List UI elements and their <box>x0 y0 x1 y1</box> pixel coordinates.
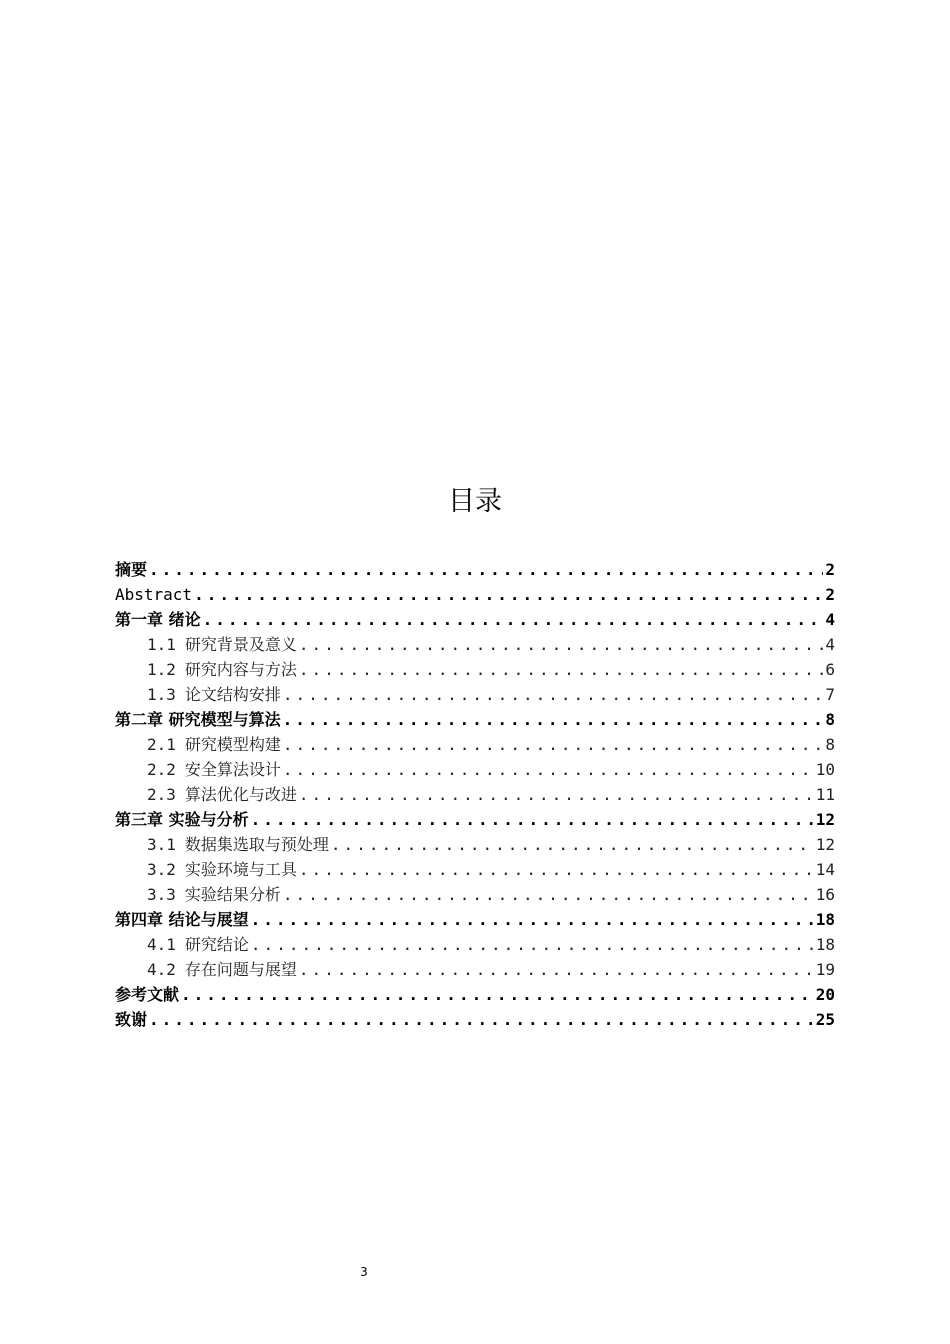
toc-entry-label: 实验环境与工具 <box>184 860 297 879</box>
toc-leader-dots <box>299 957 814 982</box>
toc-entry-page: 12 <box>815 835 835 854</box>
toc-entry-page: 8 <box>825 710 835 729</box>
toc-leader-dots <box>283 682 823 707</box>
toc-leader-dots <box>283 732 823 757</box>
toc-entry-number: 1.2 <box>147 660 176 679</box>
toc-entry-number: 3.2 <box>147 860 176 879</box>
toc-entry-page: 6 <box>825 660 835 679</box>
toc-entry-section-4-2[interactable] <box>115 957 835 982</box>
toc-entry-page: 25 <box>815 1010 835 1029</box>
toc-entry-label: Abstract <box>115 585 193 604</box>
toc-entry-label: 第二章 研究模型与算法 <box>115 710 281 729</box>
toc-entry-page: 4 <box>825 635 835 654</box>
toc-entry-page: 2 <box>825 560 835 579</box>
toc-entry-number: 4.2 <box>147 960 176 979</box>
toc-entry-label: 实验结果分析 <box>184 885 281 904</box>
toc-leader-dots <box>203 607 824 632</box>
toc-entry-page: 11 <box>815 785 835 804</box>
toc-leader-dots <box>299 657 823 682</box>
toc-entry-label: 摘要 <box>115 560 148 579</box>
toc-list <box>115 557 835 1032</box>
toc-entry-acknowledgements[interactable] <box>115 1007 835 1032</box>
toc-entry-label: 研究模型构建 <box>184 735 281 754</box>
toc-entry-number: 2.1 <box>147 735 176 754</box>
toc-entry-abstract-cn[interactable] <box>115 557 835 582</box>
toc-entry-chapter-2[interactable] <box>115 707 835 732</box>
toc-entry-number: 1.1 <box>147 635 176 654</box>
toc-entry-section-1-2[interactable] <box>115 657 835 682</box>
toc-entry-page: 16 <box>815 885 835 904</box>
toc-entry-label: 第一章 绪论 <box>115 610 201 629</box>
page-number: 3 <box>360 1265 368 1279</box>
toc-entry-number: 4.1 <box>147 935 176 954</box>
toc-entry-section-1-1[interactable] <box>115 632 835 657</box>
toc-entry-number: 3.3 <box>147 885 176 904</box>
toc-entry-label: 参考文献 <box>115 985 180 1004</box>
toc-entry-page: 4 <box>825 610 835 629</box>
toc-entry-section-1-3[interactable] <box>115 682 835 707</box>
toc-entry-section-2-1[interactable] <box>115 732 835 757</box>
toc-leader-dots <box>283 707 824 732</box>
toc-entry-label: 数据集选取与预处理 <box>184 835 329 854</box>
toc-entry-page: 12 <box>815 810 835 829</box>
toc-entry-page: 20 <box>815 985 835 1004</box>
toc-entry-section-3-2[interactable] <box>115 857 835 882</box>
toc-entry-section-3-3[interactable] <box>115 882 835 907</box>
toc-leader-dots <box>181 982 814 1007</box>
toc-entry-number: 2.2 <box>147 760 176 779</box>
toc-entry-references[interactable] <box>115 982 835 1007</box>
toc-leader-dots <box>331 832 814 857</box>
toc-entry-page: 14 <box>815 860 835 879</box>
toc-leader-dots <box>299 857 814 882</box>
toc-entry-label: 安全算法设计 <box>184 760 281 779</box>
toc-leader-dots <box>149 1007 814 1032</box>
toc-entry-number: 2.3 <box>147 785 176 804</box>
toc-leader-dots <box>299 632 823 657</box>
toc-entry-page: 19 <box>815 960 835 979</box>
toc-leader-dots <box>251 932 814 957</box>
toc-entry-abstract-en[interactable] <box>115 582 835 607</box>
toc-leader-dots <box>251 907 814 932</box>
toc-entry-label: 算法优化与改进 <box>184 785 297 804</box>
toc-entry-page: 8 <box>825 735 835 754</box>
toc-entry-chapter-3[interactable] <box>115 807 835 832</box>
toc-entry-label: 研究背景及意义 <box>184 635 297 654</box>
toc-leader-dots <box>299 782 814 807</box>
toc-leader-dots <box>149 557 823 582</box>
toc-entry-chapter-1[interactable] <box>115 607 835 632</box>
toc-entry-section-3-1[interactable] <box>115 832 835 857</box>
toc-entry-label: 研究内容与方法 <box>184 660 297 679</box>
toc-entry-page: 10 <box>815 760 835 779</box>
toc-entry-label: 研究结论 <box>184 935 249 954</box>
toc-entry-label: 第三章 实验与分析 <box>115 810 249 829</box>
toc-entry-page: 18 <box>815 910 835 929</box>
toc-entry-section-4-1[interactable] <box>115 932 835 957</box>
toc-leader-dots <box>283 882 814 907</box>
toc-leader-dots <box>251 807 814 832</box>
toc-entry-page: 7 <box>825 685 835 704</box>
toc-entry-number: 1.3 <box>147 685 176 704</box>
toc-entry-chapter-4[interactable] <box>115 907 835 932</box>
toc-entry-number: 3.1 <box>147 835 176 854</box>
toc-entry-section-2-3[interactable] <box>115 782 835 807</box>
toc-title: 目录 <box>448 486 502 517</box>
toc-entry-label: 存在问题与展望 <box>184 960 297 979</box>
toc-leader-dots <box>194 582 823 607</box>
toc-entry-page: 18 <box>815 935 835 954</box>
toc-entry-label: 致谢 <box>115 1010 148 1029</box>
toc-entry-section-2-2[interactable] <box>115 757 835 782</box>
toc-leader-dots <box>283 757 814 782</box>
toc-entry-label: 论文结构安排 <box>184 685 281 704</box>
toc-entry-page: 2 <box>825 585 835 604</box>
toc-entry-label: 第四章 结论与展望 <box>115 910 249 929</box>
